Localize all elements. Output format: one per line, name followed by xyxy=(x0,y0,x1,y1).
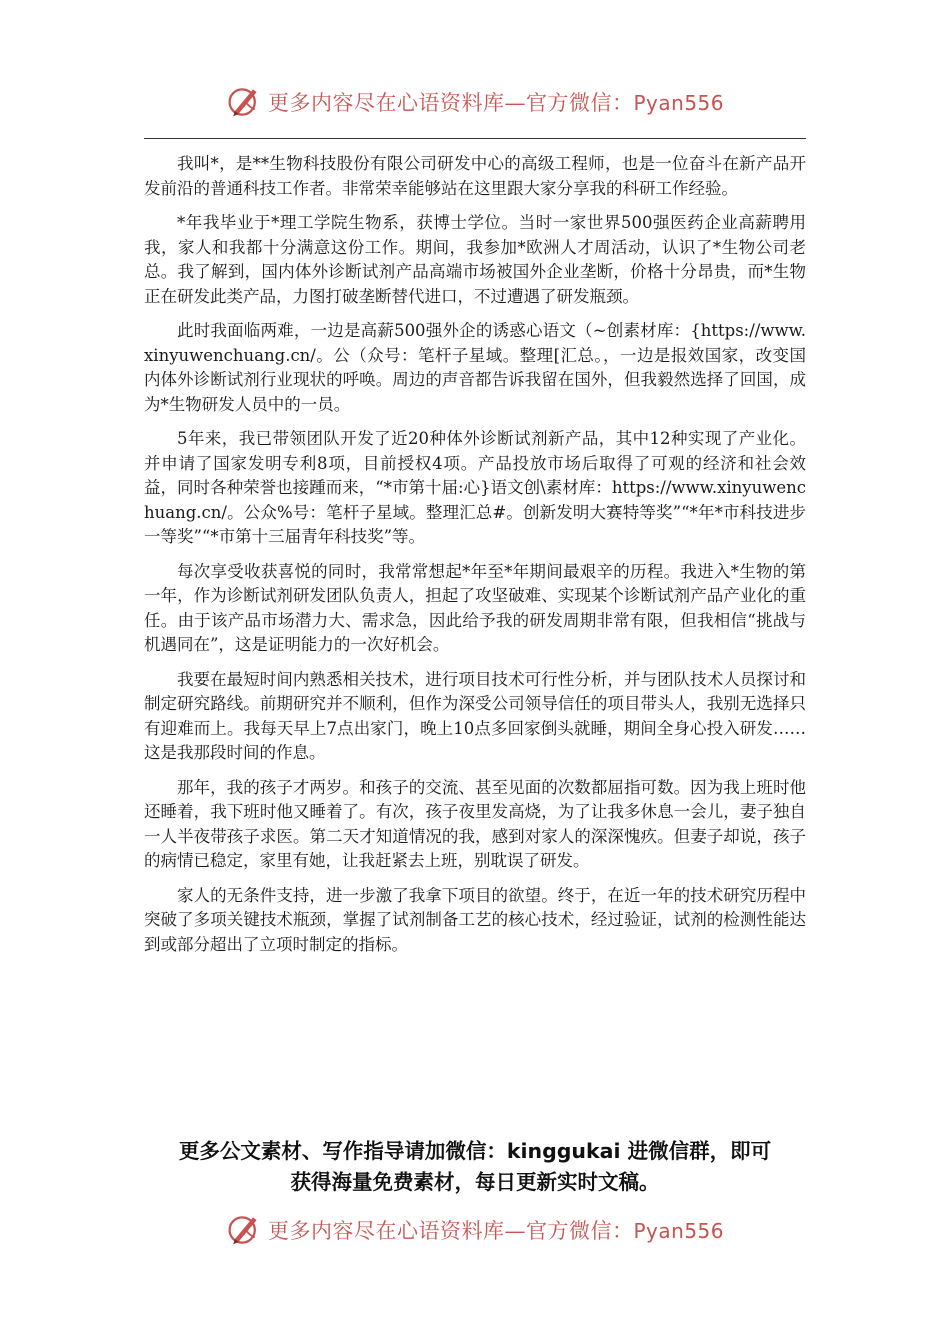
paragraph: 5年来，我已带领团队开发了近20种体外诊断试剂新产品，其中12种实现了产业化。并申请了国家发明专利8项，目前授权4项。产品投放市场后取得了可观的经济和社会效益，同时各种荣誉也接踵而来，“*市第十届:心}语文创\素材库：https://www.xinyuwenchuang.cn/。公众%号：笔杆子星域。整理汇总#。创新发明大赛特等奖”“*年*市科技进步一等奖”“*市第十三届青年科技奖”等。 xyxy=(144,429,806,546)
header-banner xyxy=(0,80,950,124)
banner-text: 更多内容尽在心语资料库—官方微信： xyxy=(267,1219,634,1243)
paragraph: 那年，我的孩子才两岁。和孩子的交流、甚至见面的次数都屈指可数。因为我上班时他还睡着，我下班时他又睡着了。有次，孩子夜里发高烧，为了让我多休息一会儿，妻子独自一人半夜带孩子求医。第二天才知道情况的我，感到对家人的深深愧疚。但妻子却说，孩子的病情已稳定，家里有她，让我赶紧去上班，别耽误了研发。 xyxy=(144,777,806,870)
banner-wechat-id: Pyan556 xyxy=(633,91,724,115)
banner-wechat-id: Pyan556 xyxy=(633,1219,724,1243)
banner-text: 更多内容尽在心语资料库—官方微信： xyxy=(267,91,634,115)
paragraph: *年我毕业于*理工学院生物系，获博士学位。当时一家世界500强医药企业高薪聘用我，家人和我都十分满意这份工作。期间，我参加*欧洲人才周活动，认识了*生物公司老总。我了解到，国内体外诊断试剂产品高端市场被国外企业垄断，价格十分昂贵，而*生物正在研发此类产品，力图打破垄断替代进口，不过遭遇了研发瓶颈。 xyxy=(144,213,806,306)
promo-line-1: 更多公文素材、写作指导请加微信：kinggukai 进微信群，即可 xyxy=(178,1139,772,1163)
pen-logo-icon xyxy=(226,84,262,120)
paragraph: 每次享受收获喜悦的同时，我常常想起*年至*年期间最艰辛的历程。我进入*生物的第一年，作为诊断试剂研发团队负责人，担起了攻坚破难、实现某个诊断试剂产品产业化的重任。由于该产品市场潜力大、需求急，因此给予我的研发周期非常有限，但我相信“挑战与机遇同在”，这是证明能力的一次好机会。 xyxy=(144,561,806,654)
promo-notice xyxy=(120,1136,830,1198)
paragraph: 家人的无条件支持，进一步激了我拿下项目的欲望。终于，在近一年的技术研究历程中突破了多项关键技术瓶颈，掌握了试剂制备工艺的核心技术，经过验证，试剂的检测性能达到或部分超出了立项时制定的指标。 xyxy=(144,885,806,954)
paragraph: 我叫*，是**生物科技股份有限公司研发中心的高级工程师，也是一位奋斗在新产品开发前沿的普通科技工作者。非常荣幸能够站在这里跟大家分享我的科研工作经验。 xyxy=(144,154,806,198)
article-body xyxy=(144,152,806,967)
header-divider xyxy=(144,138,806,139)
paragraph: 此时我面临两难，一边是高薪500强外企的诱惑心语文（~创素材库：{https://www.xinyuwenchuang.cn/。公（众号：笔杆子星域。整理[汇总。，一边是报效国家，改变国内体外诊断试剂行业现状的呼唤。周边的声音都告诉我留在国外，但我毅然选择了回国，成为*生物研发人员中的一员。 xyxy=(144,321,806,414)
promo-line-2: 获得海量免费素材，每日更新实时文稿。 xyxy=(290,1170,660,1194)
pen-logo-icon xyxy=(226,1212,262,1248)
paragraph: 我要在最短时间内熟悉相关技术，进行项目技术可行性分析，并与团队技术人员探讨和制定研究路线。前期研究并不顺利，但作为深受公司领导信任的项目带头人，我别无选择只有迎难而上。我每天早上7点出家门，晚上10点多回家倒头就睡，期间全身心投入研发……这是我那段时间的作息。 xyxy=(144,669,806,762)
footer-banner xyxy=(0,1208,950,1252)
